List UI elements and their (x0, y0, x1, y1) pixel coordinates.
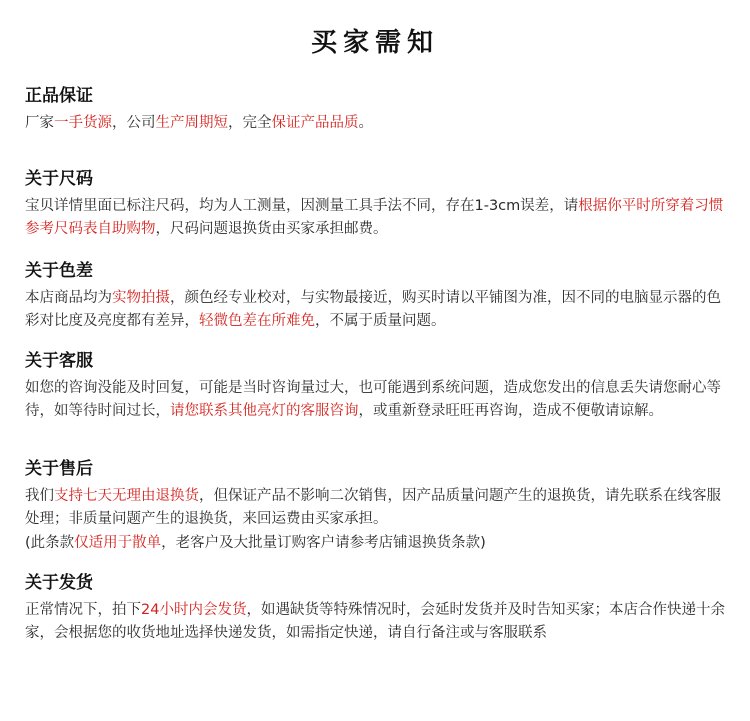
body-text: ，如遇缺货等特殊情况时，会延时发货并及时告知买家；本店合作快递十余家，会根据您的收货地址选择快递发货，如需指定快递，请自行备注或与客服联系 (25, 602, 725, 641)
section-heading: 关于色差 (25, 261, 93, 281)
body-text: ，但保证产品不影响二次销售，因产品质量问题产生的退换货，请先联系在线客服处理；非质量问题产生的退换货，来回运费由买家承担。 (25, 488, 721, 527)
section-shipping (25, 571, 725, 644)
body-text: 厂家 (25, 115, 54, 131)
body-text: ，或重新登录旺旺再咨询，造成不便敬请谅解。 (358, 402, 663, 419)
body-text: 。 (358, 115, 373, 131)
section-body (25, 485, 725, 530)
body-text: 如您的咨询没能及时回复，可能是当时咨询量过大，也可能遇到系统问题，造成您发出的信息丢失请您耐心等待，如等待时间过长， (25, 380, 721, 419)
body-text: 我们 (25, 488, 54, 504)
page-title: 买家需知 (310, 28, 439, 58)
body-text: ，颜色经专业校对，与实物最接近，购买时请以平铺图为准，因不同的电脑显示器的色彩对比度及亮度都有差异， (25, 290, 721, 329)
body-text: ，公司 (112, 115, 156, 131)
body-text: 正常情况下，拍下 (25, 602, 141, 618)
body-text: ，老客户及大批量订购客户请参考店铺退换货条款) (161, 535, 486, 551)
section-customer-service (25, 349, 725, 422)
section-after-sales (25, 457, 725, 569)
section-body (25, 377, 725, 422)
section-note (25, 532, 725, 555)
highlight-text: 轻微色差在所难免 (199, 312, 315, 329)
section-body (25, 287, 725, 332)
highlight-text: 请您联系其他亮灯的客服咨询 (170, 402, 359, 419)
section-heading: 正品保证 (25, 86, 93, 106)
section-body (25, 195, 725, 240)
section-heading: 关于尺码 (25, 169, 93, 189)
section-authentic-guarantee (25, 84, 725, 135)
section-body (25, 112, 725, 135)
section-heading: 关于售后 (25, 459, 93, 479)
body-text: (此条款 (25, 535, 75, 551)
section-size (25, 167, 725, 240)
section-heading: 关于客服 (25, 351, 93, 371)
highlight-text: 生产周期短 (155, 115, 228, 131)
highlight-text: 保证产品品质 (271, 115, 359, 131)
section-color-difference (25, 259, 725, 332)
highlight-text: 24小时内会发货 (141, 602, 247, 618)
highlight-text: 一手货源 (54, 115, 112, 131)
section-body (25, 599, 725, 644)
body-text: ，完全 (228, 115, 272, 131)
body-text: ，不属于质量问题。 (315, 312, 446, 329)
body-text: ，尺码问题退换货由买家承担邮费。 (155, 220, 388, 237)
highlight-text: 仅适用于散单 (74, 535, 162, 551)
highlight-text: 实物拍摄 (112, 290, 170, 306)
body-text: 本店商品均为 (25, 290, 112, 306)
body-text: 宝贝详情里面已标注尺码，均为人工测量，因测量工具手法不同，存在1-3cm误差，请 (25, 198, 579, 214)
section-heading: 关于发货 (25, 573, 93, 593)
highlight-text: 支持七天无理由退换货 (54, 488, 199, 504)
highlight-text: 根据你平时所穿着习惯参考尺码表自助购物 (25, 198, 724, 237)
